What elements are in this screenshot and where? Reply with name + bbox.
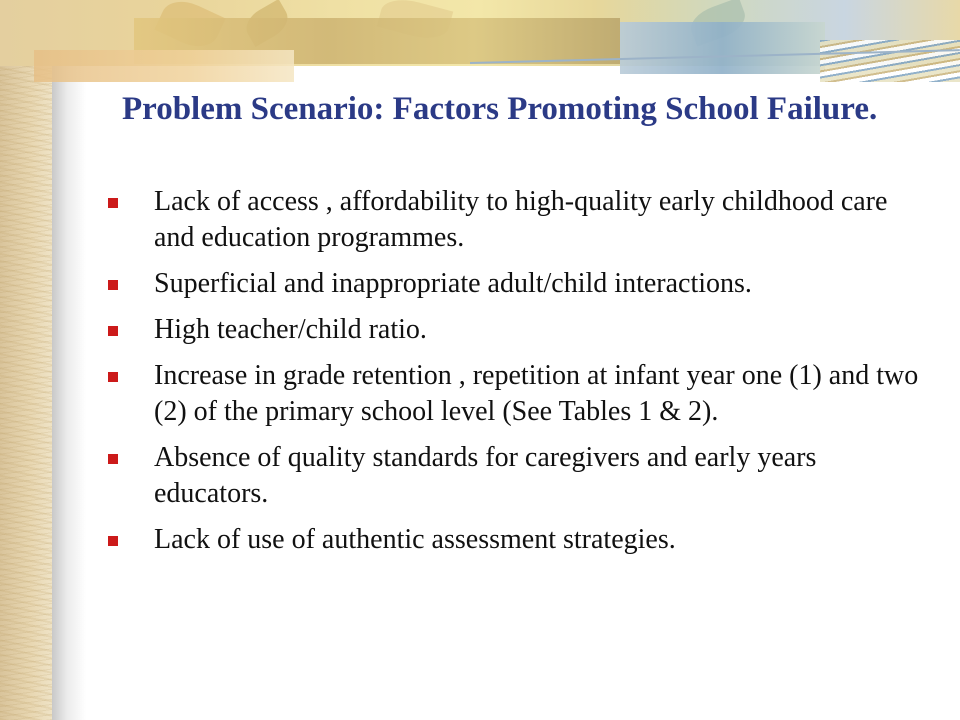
bullet-text: Absence of quality standards for caregivers and early years educators. [154, 442, 817, 509]
bullet-list [108, 184, 920, 568]
square-bullet-icon [108, 280, 118, 290]
bullet-item [108, 358, 920, 430]
banner-panel [34, 50, 294, 82]
square-bullet-icon [108, 326, 118, 336]
bullet-item [108, 522, 920, 558]
slide-title: Problem Scenario: Factors Promoting School Failure. [122, 91, 878, 127]
bullet-text: Lack of use of authentic assessment strategies. [154, 524, 676, 555]
side-strip-shadow [52, 0, 86, 720]
bullet-item [108, 312, 920, 348]
banner-stripes [820, 40, 960, 82]
parchment-side-strip [0, 0, 52, 720]
banner-panel [620, 22, 825, 74]
bullet-text: Superficial and inappropriate adult/child interactions. [154, 268, 752, 299]
square-bullet-icon [108, 372, 118, 382]
square-bullet-icon [108, 454, 118, 464]
decorative-banner [0, 0, 960, 82]
bullet-text: Lack of access , affordability to high-quality early childhood care and education programmes. [154, 186, 888, 253]
bullet-item [108, 184, 920, 256]
square-bullet-icon [108, 198, 118, 208]
bullet-item [108, 266, 920, 302]
bullet-item [108, 440, 920, 512]
bullet-text: High teacher/child ratio. [154, 314, 427, 345]
square-bullet-icon [108, 536, 118, 546]
bullet-text: Increase in grade retention , repetition at infant year one (1) and two (2) of the primary school level (See Tables 1 & 2). [154, 360, 919, 427]
